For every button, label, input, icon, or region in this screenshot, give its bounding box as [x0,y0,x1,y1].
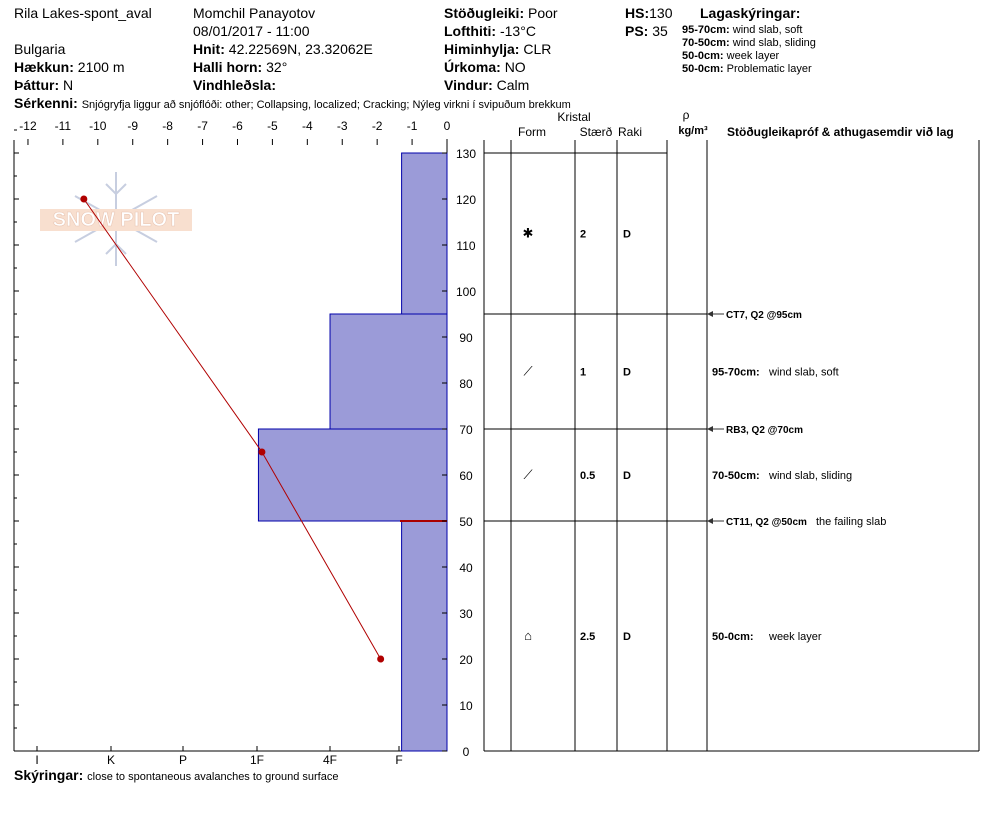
stability-test: RB3, Q2 @70cm [726,425,804,436]
date-time: 08/01/2017 - 11:00 [193,23,310,39]
crystal-form-symbol: ⌂ [524,628,532,643]
temperature-tick-label: -3 [336,119,348,133]
coordinates: Hnit: 42.22569N, 23.32062E [193,41,373,57]
moisture: D [623,366,631,379]
layer-comment-text: wind slab, sliding [769,470,853,482]
header-kristal: Kristal [557,110,591,124]
depth-tick-label: 60 [459,469,473,483]
layer-note-2: 70-50cm: wind slab, sliding [682,37,816,49]
hardness-tick-label: 1F [249,753,265,767]
stability-test: CT11, Q2 @50cm [726,517,807,528]
layer-comment-range: 95-70cm: [712,366,760,379]
moisture: D [623,631,631,643]
header-rho: ρ [682,108,690,122]
layer-note-1: 95-70cm: wind slab, soft [682,24,803,36]
depth-tick-label: 110 [456,239,476,253]
depth-tick-label: 30 [459,607,473,621]
country: Bulgaria [14,41,66,57]
hardness-bar [402,521,447,751]
moisture: D [623,470,631,482]
layer-note-4: 50-0cm: Problematic layer [682,63,812,75]
header-size: Stærð [579,125,613,139]
crystal-form-symbol: ⟋ [523,467,533,482]
stability-test: CT7, Q2 @95cm [726,310,802,321]
temperature-tick-label: -10 [89,119,107,133]
temperature-tick-label: -4 [301,119,313,133]
depth-tick-label: 70 [459,423,473,437]
hardness-bar [330,314,447,429]
snow-height: HS:130 [625,5,673,21]
aspect: Þáttur: N [14,77,74,93]
header-moisture: Raki [617,125,643,139]
temperature-tick-label: -5 [267,119,278,133]
crystal-form-symbol: ✱ [522,225,534,241]
temperature-tick-label: -2 [371,119,383,133]
temperature-tick-label: 0 [443,119,451,133]
temperature-point [377,656,384,663]
sky-cover: Himinhylja: CLR [444,41,552,57]
layer-comment-text: week layer [769,631,822,643]
air-temperature: Lofthiti: -13°C [444,23,536,39]
precipitation: Úrkoma: NO [444,59,526,75]
crystal-size: 0.5 [580,470,596,482]
layer-notes-title: Lagaskýringar: [700,5,801,21]
depth-tick-label: 100 [455,285,477,299]
crystal-size: 2.5 [580,631,596,643]
stability: Stöðugleiki: Poor [444,5,558,21]
hardness-tick-label: F [395,753,403,767]
crystal-size: 1 [580,366,587,379]
pit-notes: Skýringar: close to spontaneous avalanches to ground surface [14,767,339,783]
hardness-bar [402,153,447,314]
header-form: Form [518,125,546,139]
layer-note-3: 50-0cm: week layer [682,50,780,62]
hardness-tick-label: P [178,753,188,767]
elevation: Hækkun: 2100 m [14,59,125,75]
hardness-profile [258,153,447,751]
test-arrow-head [707,426,713,432]
depth-tick-label: 0 [462,745,470,759]
temperature-tick-label: -8 [162,119,173,133]
depth-tick-label: 90 [459,331,473,345]
depth-tick-label: 50 [459,515,473,529]
header-density-unit: kg/m³ [678,125,708,137]
depth-tick-label: 20 [459,653,473,667]
site-name: Rila Lakes-spont_aval [14,5,152,21]
stability-test-note: the failing slab [816,516,887,528]
hardness-tick-label: 4F [322,753,338,767]
depth-tick-label: 120 [455,193,477,207]
hardness-bar [258,429,447,521]
depth-tick-label: 130 [455,147,477,161]
test-arrow-head [707,311,713,317]
temperature-tick-label: -1 [406,119,418,133]
wind-loading: Vindhleðsla: [193,77,276,93]
wind: Vindur: Calm [444,77,530,93]
test-arrow-head [707,518,713,524]
pit-features: Sérkenni: Snjógryfja liggur að snjóflóði: other; Collapsing, localized; Cracking; Nýleg virkni í svipuðum brekkum [14,95,571,111]
layer-comment-text: wind slab, soft [769,366,839,379]
layer-comment-range: 50-0cm: [712,631,754,643]
layer-comment-range: 70-50cm: [712,470,760,482]
temperature-point [80,196,87,203]
temperature-point [258,449,265,456]
hardness-tick-label: I [35,753,39,767]
pit-depth: PS: 35 [625,23,668,39]
temperature-tick-label: -7 [197,119,208,133]
temperature-tick-label: -6 [232,119,243,133]
layer-table [484,140,979,751]
svg-text:SNOW PILOT: SNOW PILOT [52,209,180,231]
crystal-size: 2 [580,228,587,241]
temperature-tick-label: -9 [127,119,139,133]
depth-tick-label: 40 [459,561,473,575]
header-comments: Stöðugleikapróf & athugasemdir við lag [727,125,954,139]
slope-angle: Halli horn: 32° [193,59,288,75]
temperature-tick-label: -11 [54,119,72,133]
crystal-form-symbol: ⟋ [523,363,533,379]
observer: Momchil Panayotov [193,5,316,21]
snowpilot-watermark [40,172,192,266]
moisture: D [623,228,631,241]
hardness-tick-label: K [106,753,116,767]
depth-tick-label: 80 [459,377,473,391]
depth-tick-label: 10 [459,699,473,713]
temperature-tick-label: -12 [19,119,37,133]
